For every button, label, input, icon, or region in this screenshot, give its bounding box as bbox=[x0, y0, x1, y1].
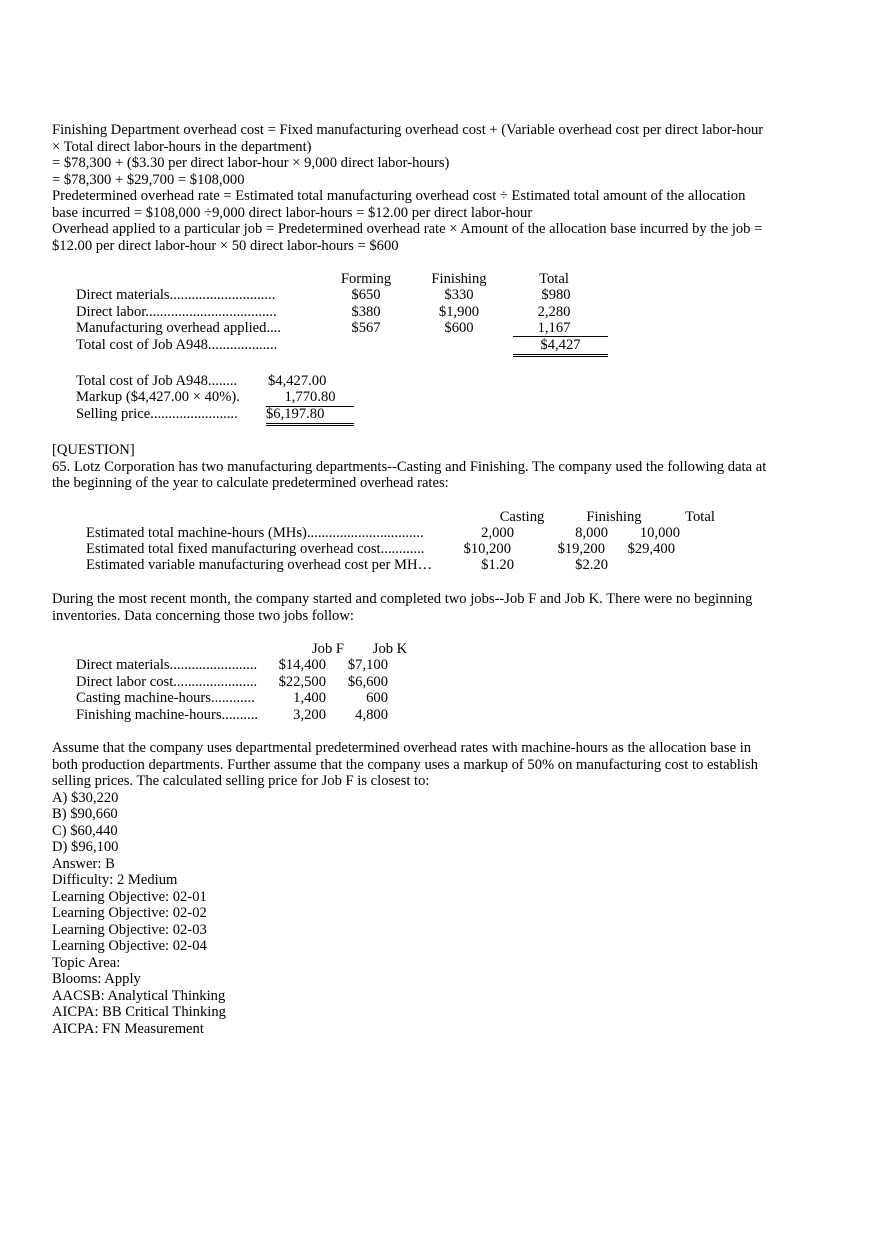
header-finishing: Finishing bbox=[431, 271, 487, 287]
header-finishing: Finishing bbox=[586, 509, 642, 525]
aicpa: AICPA: BB Critical Thinking bbox=[52, 1004, 226, 1020]
cell-finishing: $600 bbox=[444, 320, 474, 336]
cell-forming: $567 bbox=[351, 320, 381, 336]
row-value: 1,770.80 bbox=[266, 389, 354, 407]
learning-objective: Learning Objective: 02-03 bbox=[52, 921, 207, 938]
row-label: Finishing machine-hours.......... bbox=[76, 707, 259, 723]
learning-objective: Learning Objective: 02-02 bbox=[52, 905, 207, 921]
aacsb: AACSB: Analytical Thinking bbox=[52, 987, 226, 1004]
cell-job-k: $6,600 bbox=[347, 674, 388, 690]
assume-line: both production departments. Further assume that the company uses a markup of 50% on manufacturing cost to establish bbox=[52, 756, 759, 773]
intro-line: base incurred = $108,000 ÷9,000 direct labor-hours = $12.00 per direct labor-hour bbox=[52, 204, 533, 221]
cell-casting: $1.20 bbox=[481, 557, 514, 573]
assume-block bbox=[52, 740, 772, 1037]
assume-line: selling prices. The calculated selling price for Job F is closest to: bbox=[52, 773, 430, 789]
row-label: Estimated total fixed manufacturing overhead cost............ bbox=[86, 541, 425, 557]
question-tag: [QUESTION] bbox=[52, 442, 135, 458]
blooms: Blooms: Apply bbox=[52, 971, 141, 987]
aicpa: AICPA: FN Measurement bbox=[52, 1020, 204, 1037]
month-paragraph bbox=[52, 591, 772, 624]
assume-line: Assume that the company uses departmental predetermined overhead rates with machine-hours as the allocation base in bbox=[52, 740, 752, 756]
cell-casting: $10,200 bbox=[463, 541, 511, 557]
row-value: $6,197.80 bbox=[266, 406, 354, 426]
intro-line: Predetermined overhead rate = Estimated total manufacturing overhead cost ÷ Estimated total amount of the allocation bbox=[52, 188, 746, 204]
row-label: Markup ($4,427.00 × 40%). bbox=[76, 389, 240, 405]
learning-objective: Learning Objective: 02-01 bbox=[52, 888, 207, 905]
cell-finishing: $330 bbox=[444, 287, 474, 303]
cell-total: 1,167 bbox=[537, 320, 571, 336]
intro-line: = $78,300 + ($3.30 per direct labor-hour × 9,000 direct labor-hours) bbox=[52, 155, 450, 171]
intro-line: Finishing Department overhead cost = Fixed manufacturing overhead cost + (Variable overhead cost per direct labor-hour bbox=[52, 122, 764, 138]
answer: Answer: B bbox=[52, 855, 115, 872]
row-value: $4,427.00 bbox=[268, 373, 327, 389]
difficulty: Difficulty: 2 Medium bbox=[52, 872, 178, 888]
cell-job-k: 4,800 bbox=[355, 707, 388, 723]
row-label: Estimated variable manufacturing overhead cost per MH… bbox=[86, 557, 433, 573]
header-casting: Casting bbox=[499, 509, 545, 525]
header-total: Total bbox=[539, 271, 569, 287]
header-job-k: Job K bbox=[372, 641, 408, 657]
cell-casting: 2,000 bbox=[481, 525, 514, 541]
row-label: Direct labor cost....................... bbox=[76, 674, 258, 690]
cell-job-f: 1,400 bbox=[293, 690, 326, 706]
month-line: During the most recent month, the company started and completed two jobs--Job F and Job K. There were no beginning bbox=[52, 591, 753, 607]
header-job-f: Job F bbox=[311, 641, 345, 657]
question-line: 65. Lotz Corporation has two manufacturing departments--Casting and Finishing. The company used the following data at bbox=[52, 458, 767, 475]
intro-paragraph bbox=[52, 122, 772, 254]
cell-job-k: $7,100 bbox=[347, 657, 388, 673]
intro-line: Overhead applied to a particular job = Predetermined overhead rate × Amount of the allocation base incurred by the job = bbox=[52, 221, 763, 237]
option-b: B) $90,660 bbox=[52, 806, 118, 822]
topic-area: Topic Area: bbox=[52, 954, 121, 971]
intro-line: = $78,300 + $29,700 = $108,000 bbox=[52, 171, 245, 188]
cell-job-f: 3,200 bbox=[293, 707, 326, 723]
cell-job-f: $14,400 bbox=[278, 657, 326, 673]
row-label: Estimated total machine-hours (MHs)................................ bbox=[86, 525, 424, 541]
cell-total: $29,400 bbox=[627, 541, 675, 557]
cell-finishing: $2.20 bbox=[575, 557, 608, 573]
option-d: D) $96,100 bbox=[52, 839, 119, 855]
option-a: A) $30,220 bbox=[52, 789, 119, 806]
cell-finishing: $1,900 bbox=[438, 304, 480, 320]
option-c: C) $60,440 bbox=[52, 822, 118, 839]
intro-line: × Total direct labor-hours in the department) bbox=[52, 138, 312, 155]
header-total: Total bbox=[685, 509, 715, 525]
cell-total: $980 bbox=[541, 287, 571, 303]
row-label: Total cost of Job A948........ bbox=[76, 373, 238, 389]
row-label: Direct labor.................................... bbox=[76, 304, 277, 320]
learning-objective: Learning Objective: 02-04 bbox=[52, 938, 207, 954]
month-line: inventories. Data concerning those two jobs follow: bbox=[52, 607, 354, 624]
row-label: Direct materials........................ bbox=[76, 657, 258, 673]
cell-finishing: 8,000 bbox=[575, 525, 608, 541]
cell-forming: $650 bbox=[351, 287, 381, 303]
question-block bbox=[52, 442, 772, 492]
row-label: Manufacturing overhead applied.... bbox=[76, 320, 282, 336]
cell-total: 10,000 bbox=[639, 525, 680, 541]
row-label: Casting machine-hours............ bbox=[76, 690, 255, 706]
row-label: Selling price........................ bbox=[76, 406, 238, 422]
cell-total-grand: $4,427 bbox=[513, 337, 608, 357]
cell-job-k: 600 bbox=[366, 690, 388, 706]
cell-total: 2,280 bbox=[537, 304, 571, 320]
cell-forming: $380 bbox=[351, 304, 381, 320]
cell-job-f: $22,500 bbox=[278, 674, 326, 690]
question-line: the beginning of the year to calculate predetermined overhead rates: bbox=[52, 475, 449, 491]
cell-finishing: $19,200 bbox=[557, 541, 605, 557]
header-forming: Forming bbox=[340, 271, 392, 287]
row-label: Total cost of Job A948................... bbox=[76, 337, 278, 353]
row-label: Direct materials............................. bbox=[76, 287, 276, 303]
intro-line: $12.00 per direct labor-hour × 50 direct labor-hours = $600 bbox=[52, 237, 399, 254]
